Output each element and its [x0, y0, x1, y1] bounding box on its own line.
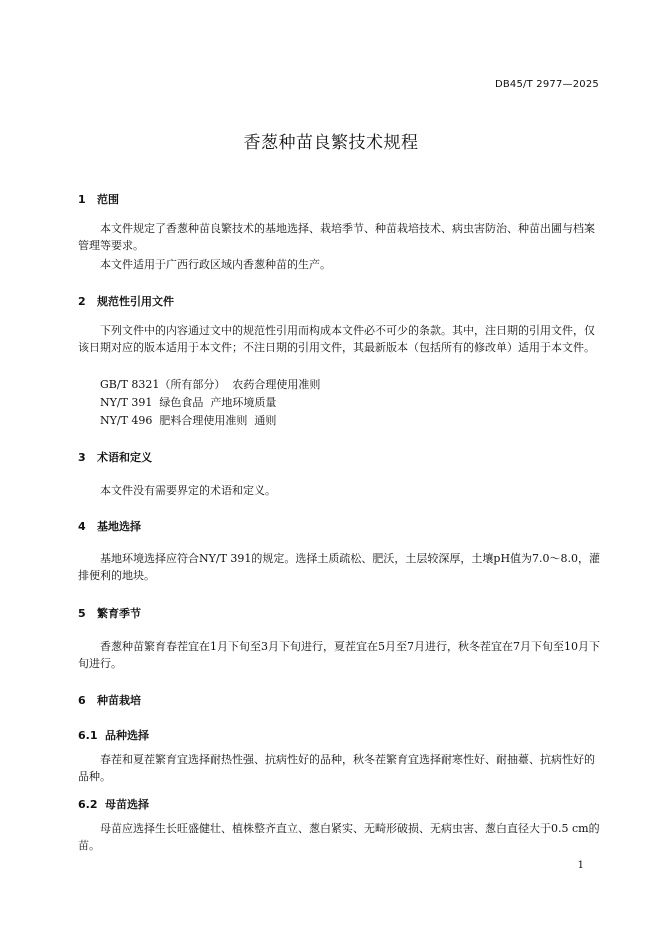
section-title: 品种选择: [105, 729, 149, 742]
section-title: 母苗选择: [105, 798, 149, 811]
section-1-heading: [78, 191, 119, 207]
section-3-heading: [78, 449, 152, 465]
paragraph: 春茬和夏茬繁育宜选择耐热性强、抗病性好的品种，秋冬茬繁育宜选择耐寒性好、耐抽薹、抗病性好的品种。: [78, 753, 595, 783]
standard-code: DB45/T 2977—2025: [494, 79, 599, 90]
section-6-1-heading: [78, 727, 149, 743]
section-title: 规范性引用文件: [97, 295, 174, 308]
section-title: 繁育季节: [97, 607, 141, 620]
section-number: 6.2: [78, 798, 98, 811]
section-title: 种苗栽培: [97, 694, 141, 707]
section-number: 3: [78, 451, 86, 464]
section-number: 6.1: [78, 729, 98, 742]
section-title: 基地选择: [97, 520, 141, 533]
section-number: 4: [78, 520, 86, 533]
section-5-heading: [78, 605, 141, 621]
paragraph: 香葱种苗繁育春茬宜在1月下旬至3月下旬进行，夏茬宜在5月至7月进行，秋冬茬宜在7月下旬至10月下旬进行。: [78, 640, 600, 670]
normative-reference: GB/T 8321（所有部分） 农药合理使用准则: [100, 378, 321, 391]
paragraph: 基地环境选择应符合NY/T 391的规定。选择土质疏松、肥沃，土层较深厚，土壤pH值为7.0～8.0，灌排便利的地块。: [78, 552, 601, 582]
section-2-heading: [78, 293, 174, 309]
section-title: 术语和定义: [97, 451, 152, 464]
normative-reference: NY/T 391 绿色食品 产地环境质量: [100, 396, 277, 409]
section-number: 1: [78, 193, 86, 206]
normative-reference: NY/T 496 肥料合理使用准则 通则: [100, 414, 277, 427]
document-title: 香葱种苗良繁技术规程: [243, 133, 419, 153]
section-title: 范围: [97, 193, 119, 206]
page-number: 1: [577, 860, 584, 871]
section-number: 5: [78, 607, 86, 620]
section-4-heading: [78, 518, 141, 534]
section-number: 2: [78, 295, 86, 308]
paragraph: 本文件规定了香葱种苗良繁技术的基地选择、栽培季节、种苗栽培技术、病虫害防治、种苗出圃与档案管理等要求。: [78, 222, 595, 252]
section-number: 6: [78, 694, 86, 707]
paragraph: 本文件没有需要界定的术语和定义。: [100, 484, 276, 497]
paragraph: 本文件适用于广西行政区域内香葱种苗的生产。: [100, 258, 331, 271]
section-6-2-heading: [78, 796, 149, 812]
paragraph: 母苗应选择生长旺盛健壮、植株整齐直立、葱白紧实、无畸形破损、无病虫害、葱白直径大于0.5 cm的苗。: [78, 822, 600, 852]
paragraph: 下列文件中的内容通过文中的规范性引用而构成本文件必不可少的条款。其中，注日期的引用文件，仅该日期对应的版本适用于本文件；不注日期的引用文件，其最新版本（包括所有的修改单）适用于本文件。: [78, 324, 595, 354]
section-6-heading: [78, 692, 141, 708]
